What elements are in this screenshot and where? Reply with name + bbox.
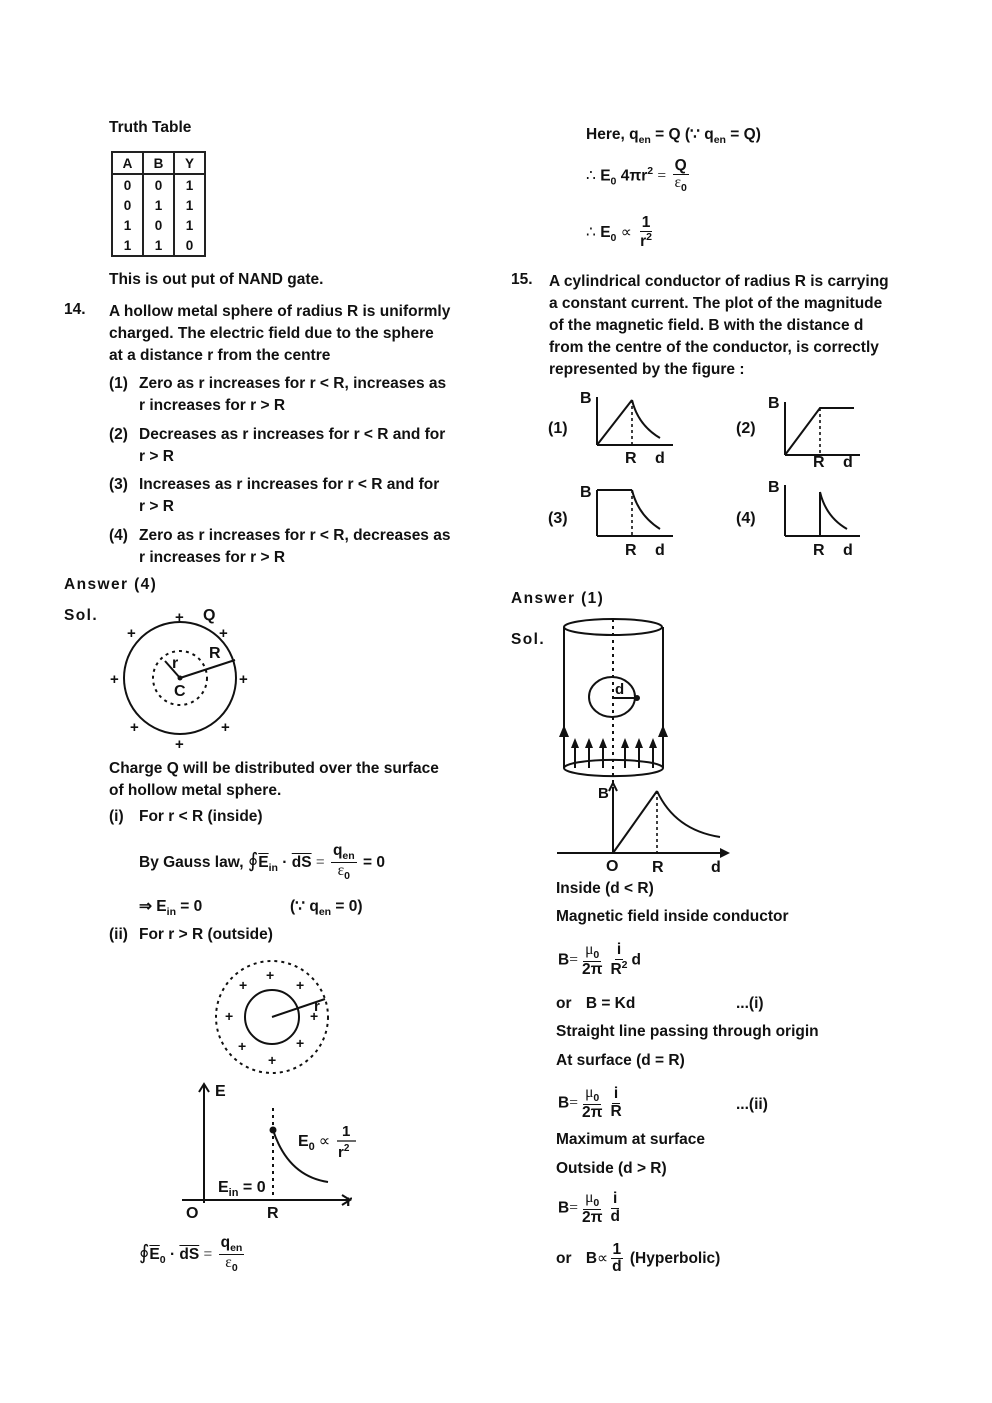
radius-R-line xyxy=(180,660,235,678)
axis-label-d: d xyxy=(711,859,721,876)
subscript: en xyxy=(638,134,651,147)
fraction xyxy=(672,158,688,194)
q14-question xyxy=(109,301,450,367)
denominator: 2π xyxy=(581,1104,603,1122)
label-Q: Q xyxy=(203,607,216,624)
table-row xyxy=(112,195,205,215)
cell: 0 xyxy=(112,195,143,215)
text: B xyxy=(558,951,570,969)
subscript: 0 xyxy=(610,175,617,188)
plus-sign: + xyxy=(130,719,139,736)
equals-zero: = 0 xyxy=(363,853,386,871)
fraction xyxy=(608,1086,623,1120)
at-surface-heading: At surface (d = R) xyxy=(556,1052,685,1069)
subscript: in xyxy=(228,1187,239,1199)
plus-sign: + xyxy=(239,671,248,688)
numerator: 1 xyxy=(612,1241,622,1258)
therefore-symbol: ∴ xyxy=(586,223,596,241)
option-4-graph[interactable] xyxy=(736,479,860,559)
option-label: (1) xyxy=(548,420,568,437)
text: 4πr xyxy=(620,167,648,185)
axis-label-B: B xyxy=(598,785,609,802)
fraction xyxy=(580,1190,605,1226)
numerator: Q xyxy=(674,157,687,174)
text: E xyxy=(600,167,611,185)
decay-curve xyxy=(632,490,660,529)
q14-option-4 xyxy=(109,525,451,569)
cell: 1 xyxy=(112,215,143,235)
cell: 1 xyxy=(174,174,205,195)
text: B = Kd xyxy=(585,995,636,1012)
cell: 0 xyxy=(112,174,143,195)
q15-option-graphs xyxy=(540,385,880,565)
current-arrow xyxy=(658,725,668,737)
therefore-symbol: ∴ xyxy=(586,167,596,185)
text: B xyxy=(558,1094,570,1112)
subscript: 0 xyxy=(159,1253,166,1266)
tick-label-R: R xyxy=(813,542,825,559)
header-y: Y xyxy=(174,152,205,174)
nand-conclusion: This is out put of NAND gate. xyxy=(109,271,324,288)
plus-sign: + xyxy=(175,609,184,626)
axis-label-d: d xyxy=(843,454,853,471)
magnetic-field-inside-text: Magnetic field inside conductor xyxy=(556,908,789,925)
point xyxy=(634,695,640,701)
cell: 0 xyxy=(174,235,205,256)
plus-sign: + xyxy=(268,1052,277,1068)
plus-sign: + xyxy=(225,1008,234,1024)
header-a: A xyxy=(112,152,143,174)
option-text: Zero as r increases for r < R, increases as xyxy=(139,375,447,392)
axis-label-d: d xyxy=(843,542,853,559)
ein-zero xyxy=(139,897,202,918)
text: or xyxy=(556,995,572,1012)
option-label: (2) xyxy=(736,420,756,437)
table-row xyxy=(112,215,205,235)
text: (∵ q xyxy=(290,898,319,915)
text: E xyxy=(298,1133,309,1150)
question-line: charged. The electric field due to the sphere xyxy=(109,325,434,342)
ein-zero-label xyxy=(218,1179,266,1199)
text: E xyxy=(600,223,611,241)
label-r: r xyxy=(172,655,179,672)
axis-label-B: B xyxy=(768,395,780,412)
option-3-graph[interactable] xyxy=(548,484,673,559)
truth-table-title: Truth Table xyxy=(109,119,192,136)
option-1-graph[interactable] xyxy=(548,390,673,467)
b-kd-line xyxy=(556,995,635,1013)
option-text: r increases for r > R xyxy=(139,397,286,414)
denominator: r xyxy=(640,233,647,251)
gaussian-sphere-outside-figure xyxy=(210,955,340,1077)
text: (Hyperbolic) xyxy=(629,1249,721,1267)
subscript: 0 xyxy=(680,182,687,195)
superscript: 2 xyxy=(647,165,654,178)
superscript: 2 xyxy=(646,231,652,244)
fraction xyxy=(331,843,357,882)
origin-label: O xyxy=(606,858,619,875)
subscript: 0 xyxy=(593,1092,600,1105)
numerator: 1 xyxy=(641,214,651,231)
axis-label-B: B xyxy=(580,390,592,407)
fraction xyxy=(608,942,629,978)
b-proportional-hyperbolic xyxy=(556,1242,720,1276)
plus-sign: + xyxy=(110,671,119,688)
linear-segment xyxy=(613,791,657,853)
proportional-symbol: ∝ xyxy=(318,1133,331,1150)
denominator: R xyxy=(610,960,622,978)
eq-label-ii: ...(ii) xyxy=(736,1096,768,1113)
question-line: a constant current. The plot of the magnitude xyxy=(549,295,883,312)
q14-sol-label: Sol. xyxy=(64,607,99,624)
text: = Q) xyxy=(725,126,761,143)
question-line: A cylindrical conductor of radius R is carrying xyxy=(549,273,889,290)
q15-answer: Answer (1) xyxy=(511,590,605,607)
numerator: q xyxy=(220,1234,231,1251)
gauss-law-inside: By Gauss law, $∮\overline{E}_{in} \cdot \overline{dS}$ = $\frac{q_{en}}{\varepsilon_0}$ = 0 xyxy=(139,842,386,883)
superscript: 2 xyxy=(343,1143,350,1154)
label-C: C xyxy=(174,683,186,700)
b-inside-equation: B= $\frac{\mu_0}{2\pi}$ $\frac{i}{R^2}$ d xyxy=(558,941,641,979)
denominator: d xyxy=(612,1258,622,1276)
x-axis-arrow xyxy=(720,848,730,858)
here-qen-line xyxy=(586,125,761,146)
numerator: i xyxy=(616,941,622,959)
q14-option-2 xyxy=(109,424,446,468)
cell: 1 xyxy=(174,195,205,215)
cylinder-conductor-figure xyxy=(550,615,750,890)
superscript: 2 xyxy=(621,958,628,971)
axis-label-d: d xyxy=(655,450,665,467)
axis-label-r: r xyxy=(346,1193,353,1210)
vector-dS: $\overline{dS}$ xyxy=(179,1245,200,1263)
case-number: (ii) xyxy=(109,926,128,943)
q14-option-3 xyxy=(109,474,440,518)
option-label: (3) xyxy=(548,510,568,527)
case-text: For r < R (inside) xyxy=(139,808,263,825)
cell: 0 xyxy=(143,174,174,195)
plus-sign: + xyxy=(296,977,305,993)
question-line: A hollow metal sphere of radius R is uniformly xyxy=(109,303,451,320)
peak-point xyxy=(270,1127,277,1134)
option-number: (2) xyxy=(109,426,128,443)
truth-table xyxy=(111,151,206,257)
case-number: (i) xyxy=(109,808,124,825)
table-row xyxy=(112,235,205,256)
text: r xyxy=(338,1144,344,1161)
text-line: of hollow metal sphere. xyxy=(109,782,282,799)
text: = Q (∵ q xyxy=(650,126,714,143)
plus-sign: + xyxy=(221,719,230,736)
axis-label-d: d xyxy=(655,542,665,559)
question-line: of the magnetic field. B with the distance d xyxy=(549,317,864,334)
gauss-law-outside: $∮\overline{E}_0 \cdot \overline{dS}$ = $\frac{q_{en}}{\varepsilon_0}$ xyxy=(139,1234,243,1275)
subscript: 0 xyxy=(344,870,351,883)
origin-label: O xyxy=(186,1205,199,1222)
denominator xyxy=(338,1143,350,1161)
outside-heading: Outside (d > R) xyxy=(556,1160,667,1177)
tick-label-R: R xyxy=(267,1205,279,1222)
subscript: en xyxy=(342,850,355,863)
text-line: Charge Q will be distributed over the surface xyxy=(109,760,439,777)
charge-distribution-text xyxy=(109,758,439,802)
numerator: q xyxy=(332,842,343,859)
q15-number: 15. xyxy=(511,271,533,288)
gauss-prefix: By Gauss law, xyxy=(139,853,244,871)
b-surface-equation: B= $\frac{\mu_0}{2\pi}$ $\frac{i}{R}$ xyxy=(558,1084,622,1122)
e0-label xyxy=(298,1133,330,1153)
current-density-arrows xyxy=(575,745,653,768)
option-number: (1) xyxy=(109,375,128,392)
denominator: d xyxy=(610,1207,620,1225)
q14-answer: Answer (4) xyxy=(64,576,158,593)
option-number: (3) xyxy=(109,476,128,493)
cell: 1 xyxy=(143,195,174,215)
fraction xyxy=(610,1242,623,1276)
denominator: ε xyxy=(337,862,345,880)
fraction xyxy=(219,1235,245,1274)
subscript: 0 xyxy=(231,1262,238,1275)
table-row xyxy=(112,174,205,195)
denominator: 2π xyxy=(581,1209,603,1227)
label-r: r xyxy=(314,998,320,1015)
subscript: 0 xyxy=(593,1197,600,1210)
text: = 0 xyxy=(238,1179,266,1196)
axis-label-B: B xyxy=(768,479,780,496)
axis-label-E: E xyxy=(215,1083,226,1100)
cell: 0 xyxy=(143,215,174,235)
subscript: in xyxy=(166,906,176,919)
denominator: 2π xyxy=(581,961,603,979)
fraction xyxy=(580,942,605,978)
option-text: r > R xyxy=(139,498,174,515)
label-R: R xyxy=(209,645,221,662)
label-d: d xyxy=(615,681,625,698)
text: = 0) xyxy=(331,898,363,915)
q15-sol-label: Sol. xyxy=(511,631,546,648)
option-text: r > R xyxy=(139,448,174,465)
plus-sign: + xyxy=(238,1038,247,1054)
tick-label-R: R xyxy=(652,859,664,876)
decay-curve xyxy=(820,492,847,529)
q15-question xyxy=(549,271,889,381)
proportional-symbol: ∝ xyxy=(597,1249,609,1267)
e0-gauss-equation: ∴ $E_0$ $4\pi r^2$ = $\frac{Q}{\varepsilon_0}$ xyxy=(586,157,687,195)
e-vs-r-graph xyxy=(178,1078,368,1228)
case-text: For r > R (outside) xyxy=(139,926,273,943)
case-ii xyxy=(109,926,273,944)
decay-curve xyxy=(657,791,720,837)
option-number: (4) xyxy=(109,527,128,544)
text: Here, q xyxy=(586,126,639,143)
proportional-symbol: ∝ xyxy=(620,223,632,241)
cell: 1 xyxy=(174,215,205,235)
subscript: en xyxy=(713,134,726,147)
fraction xyxy=(638,215,654,251)
plus-sign: + xyxy=(266,967,275,983)
header-b: B xyxy=(143,152,174,174)
tick-label-R: R xyxy=(625,450,637,467)
denominator: ε xyxy=(674,174,681,192)
plus-sign: + xyxy=(175,736,184,753)
numerator: μ xyxy=(585,941,594,958)
plus-sign: + xyxy=(219,625,228,642)
plus-sign: + xyxy=(239,977,248,993)
vector-dS: $\overline{dS}$ xyxy=(291,853,312,871)
plus-sign: + xyxy=(127,625,136,642)
denominator: R xyxy=(610,1102,622,1120)
vector-E: $\overline{E}$ xyxy=(149,1245,160,1263)
implies-text: ⇒ E xyxy=(139,898,167,915)
b-outside-equation: B= $\frac{\mu_0}{2\pi}$ $\frac{i}{d}$ xyxy=(558,1189,620,1227)
axis-label-B: B xyxy=(580,484,592,501)
hollow-sphere-figure xyxy=(105,600,255,755)
cell: 1 xyxy=(112,235,143,256)
subscript: in xyxy=(268,861,278,874)
inside-heading: Inside (d < R) xyxy=(556,880,654,897)
because-qen-zero xyxy=(290,897,363,918)
straight-line-text: Straight line passing through origin xyxy=(556,1023,819,1040)
denominator: ε xyxy=(225,1254,232,1272)
option-text: Zero as r increases for r < R, decreases as xyxy=(139,527,451,544)
question-line: at a distance r from the centre xyxy=(109,347,331,364)
subscript: 0 xyxy=(593,949,600,962)
subscript: en xyxy=(318,906,332,919)
text: or xyxy=(556,1249,572,1267)
option-2-graph[interactable] xyxy=(736,395,860,471)
plus-sign: + xyxy=(310,1008,319,1024)
text: B xyxy=(558,1199,570,1217)
tick-label-R: R xyxy=(813,454,825,471)
centre-point xyxy=(178,676,183,681)
text: = 0 xyxy=(176,898,203,915)
numerator: i xyxy=(613,1085,619,1103)
vector-E: $\overline{E}$ xyxy=(258,853,269,871)
truth-table-header xyxy=(112,152,205,174)
text: E xyxy=(218,1179,229,1196)
question-line: represented by the figure : xyxy=(549,361,745,378)
decay-curve xyxy=(632,400,660,438)
case-i xyxy=(109,808,263,826)
tick-label-R: R xyxy=(625,542,637,559)
numerator: μ xyxy=(585,1084,594,1101)
subscript: 0 xyxy=(610,232,617,245)
maximum-at-surface-text: Maximum at surface xyxy=(556,1131,706,1148)
subscript: 0 xyxy=(308,1141,315,1153)
current-arrow xyxy=(559,725,569,737)
plus-sign: + xyxy=(296,1035,305,1051)
q14-number: 14. xyxy=(64,301,86,318)
option-text: Increases as r increases for r < R and for xyxy=(139,476,440,493)
fraction xyxy=(608,1191,621,1225)
subscript: en xyxy=(230,1242,243,1255)
question-line: from the centre of the conductor, is correctly xyxy=(549,339,879,356)
fraction xyxy=(580,1085,605,1121)
numerator: i xyxy=(613,1190,618,1208)
q14-option-1 xyxy=(109,373,447,417)
option-label: (4) xyxy=(736,510,756,527)
eq-label-i: ...(i) xyxy=(736,995,764,1012)
e0-proportional xyxy=(586,215,656,251)
option-text: Decreases as r increases for r < R and for xyxy=(139,426,446,443)
text: B xyxy=(585,1249,598,1267)
numerator: μ xyxy=(585,1189,594,1206)
option-text: r increases for r > R xyxy=(139,549,286,566)
cell: 1 xyxy=(143,235,174,256)
linear-segment xyxy=(597,400,632,445)
numerator: 1 xyxy=(342,1123,351,1140)
text: d xyxy=(631,951,641,969)
